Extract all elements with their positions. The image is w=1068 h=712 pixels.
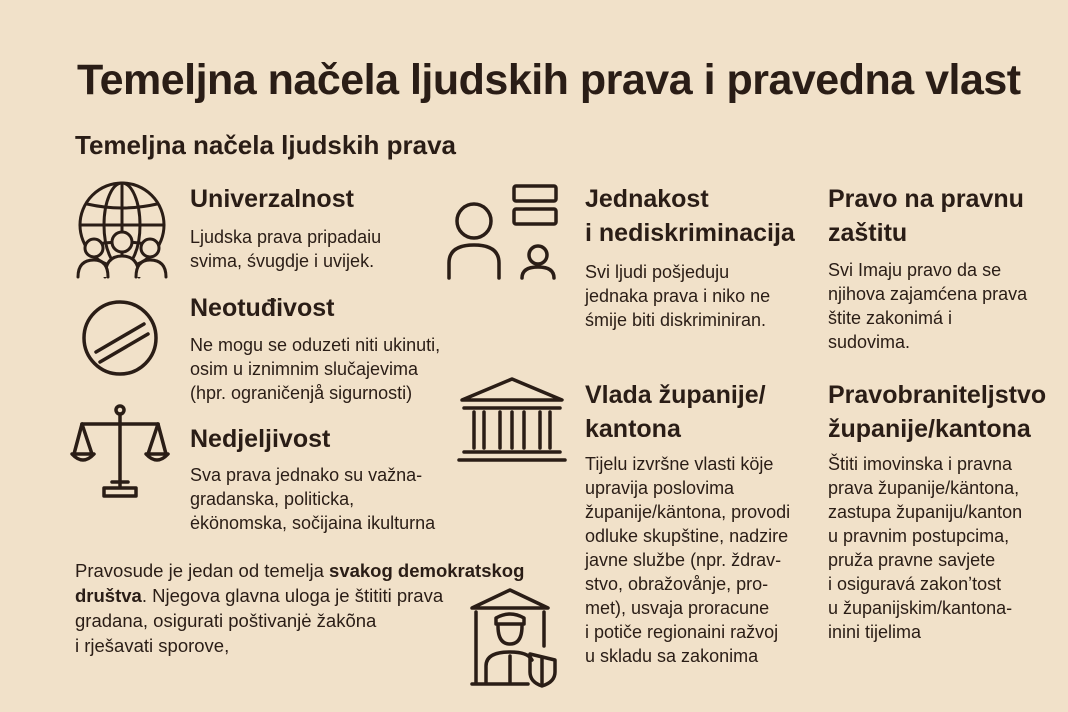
judiciary-paragraph: Pravosude je jedan od temelja svakog demokratskog društva. Njegova glavna uloga je štititi prava gradana, osigurati poštivanjė žakõna i rješavati sporove, — [75, 560, 525, 656]
no-symbol-icon — [78, 296, 162, 380]
principle-heading-indivisibility: Nedjeljivost — [190, 425, 331, 453]
person-id-icon — [446, 183, 566, 281]
principle-text-legal-protection: Svi Imaju pravo da se njihova zajamćena prava štite zakonimá i sudovima. — [828, 260, 1028, 352]
page-title: Temeljna načela ljudskih prava i pravedna vlast — [77, 56, 1021, 104]
principle-heading-inalienability: Neotuđivost — [190, 294, 335, 322]
globe-people-icon — [72, 180, 172, 280]
section-subtitle: Temeljna načela ljudskih prava — [75, 130, 457, 160]
principle-heading-legal-protection: Pravo na pravnu zaštitu — [828, 185, 1024, 247]
principle-text-inalienability: Ne mogu se oduzeti niti ukinuti, osim u iznimnim slučajevima (hpr. ograničenjå sigurnosti) — [190, 335, 441, 403]
judge-shield-icon — [468, 586, 560, 688]
ombudsman-heading: Pravobraniteljstvo županije/kantona — [828, 381, 1047, 443]
government-text: Tijelu izvršne vlasti köje upravija poslovima županije/käntona, provodi odluke skupštine, nadzire javne službe (npr. ždrav- stvo, obražovånje, pro- met), usvaja proracune i potiče regionaini ražvoj u skladu sa zakonima — [585, 454, 791, 666]
courthouse-icon — [456, 376, 568, 464]
scales-icon — [70, 404, 170, 500]
government-heading: Vlada županije/ kantona — [585, 381, 766, 443]
principle-heading-equality: Jednakost i nediskriminacija — [585, 185, 795, 247]
principle-text-equality: Svi ljudi pošjeduju jednaka prava i niko ne śmije biti diskriminiran. — [585, 262, 771, 330]
principle-text-universality: Ljudska prava pripadaiu svima, śvugdje i uvijek. — [190, 227, 382, 271]
ombudsman-text: Štiti imovinska i pravna prava županije/käntona, zastupa županiju/kanton u pravnim postupcima, pruža pravne savjete i osiguravá zakonʼtost u županijskim/kantona- inini tijelima — [828, 454, 1023, 642]
principle-heading-universality: Univerzalnost — [190, 185, 354, 213]
principle-text-indivisibility: Sva prava jednako su važna- gradanska, politicka, ėkönomska, sočijaina ikulturna — [190, 465, 436, 533]
